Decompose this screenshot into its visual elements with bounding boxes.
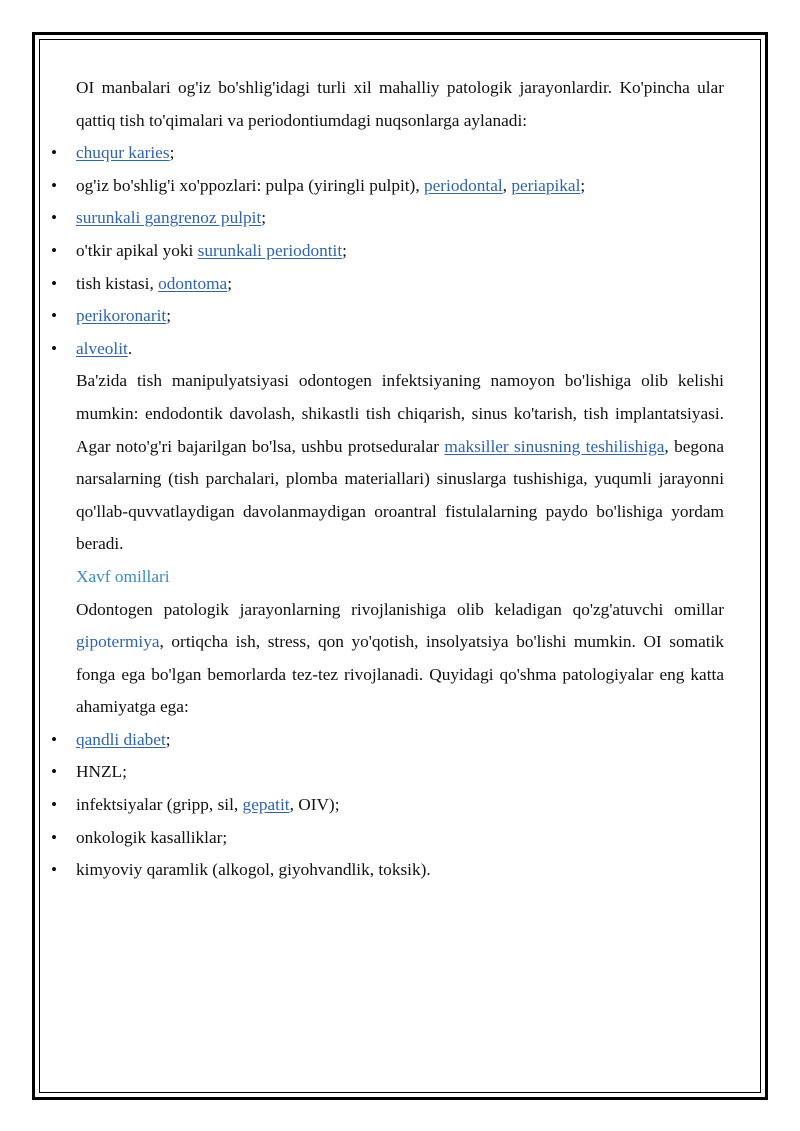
link-maksiller-sinusning-teshilishiga[interactable]: maksiller sinusning teshilishiga: [444, 436, 665, 456]
comorbidities-list: [76, 724, 724, 887]
list-item: • onkologik kasalliklar;: [76, 822, 724, 855]
link-alveolit[interactable]: alveolit: [76, 338, 128, 358]
link-perikoronarit[interactable]: perikoronarit: [76, 306, 167, 326]
list-item: • perikoronarit;: [76, 300, 724, 333]
list-item: • qandli diabet;: [76, 724, 724, 757]
link-surunkali-gangrenoz-pulpit[interactable]: surunkali gangrenoz pulpit: [76, 208, 262, 228]
list-item: • og'iz bo'shlig'i xo'ppozlari: pulpa (yiringli pulpit), periodontal, periapikal;: [76, 170, 724, 203]
list-item: • chuqur karies;: [76, 137, 724, 170]
document-body: [76, 72, 724, 887]
manipulation-paragraph: Ba'zida tish manipulyatsiyasi odontogen infektsiyaning namoyon bo'lishiga olib kelishi mumkin: endodontik davolash, shikastli tish chiqarish, sinus ko'tarish, tish implantatsiyasi. Agar noto'g'ri bajarilgan bo'lsa, ushbu protseduralar maksiller sinusning teshilishiga, begona narsalarning (tish parchalari, plomba materiallari) sinuslarga tushishiga, yuqumli jarayonni qo'llab-quvvatlaydigan davolanmaydigan oroantral fistulalarning paydo bo'lishiga yordam beradi.: [76, 371, 724, 554]
list-item: • HNZL;: [76, 756, 724, 789]
link-odontoma[interactable]: odontoma: [158, 273, 228, 293]
link-surunkali-periodontit[interactable]: surunkali periodontit: [197, 240, 343, 260]
section-heading: Xavf omillari: [76, 566, 170, 586]
list-item: • o'tkir apikal yoki surunkali periodontit;: [76, 235, 724, 268]
risk-factors-paragraph: Odontogen patologik jarayonlarning rivojlanishiga olib keladigan qo'zg'atuvchi omillar gipotermiya, ortiqcha ish, stress, qon yo'qotish, insolyatsiya bo'lishi mumkin. OI somatik fonga ega bo'lgan bemorlarda tez-tez rivojlanadi. Quyidagi qo'shma patologiyalar eng katta ahamiyatga ega:: [76, 599, 724, 717]
link-gipotermiya[interactable]: gipotermiya: [76, 632, 160, 652]
link-periodontal[interactable]: periodontal: [423, 175, 503, 195]
list-item: • alveolit.: [76, 333, 724, 366]
sources-list: [76, 137, 724, 365]
link-gepatit[interactable]: gepatit: [242, 795, 290, 815]
list-item: • infektsiyalar (gripp, sil, gepatit, OIV);: [76, 789, 724, 822]
link-chuqur-karies[interactable]: chuqur karies: [76, 143, 170, 163]
list-item: • kimyoviy qaramlik (alkogol, giyohvandlik, toksik).: [76, 854, 724, 887]
link-qandli-diabet[interactable]: qandli diabet: [76, 729, 166, 749]
intro-paragraph: OI manbalari og'iz bo'shlig'idagi turli xil mahalliy patologik jarayonlardir. Ko'pincha ular qattiq tish to'qimalari va periodontiumdagi nuqsonlarga aylanadi:: [76, 78, 724, 130]
list-item: • surunkali gangrenoz pulpit;: [76, 202, 724, 235]
list-item: • tish kistasi, odontoma;: [76, 268, 724, 301]
link-periapikal[interactable]: periapikal: [511, 175, 581, 195]
